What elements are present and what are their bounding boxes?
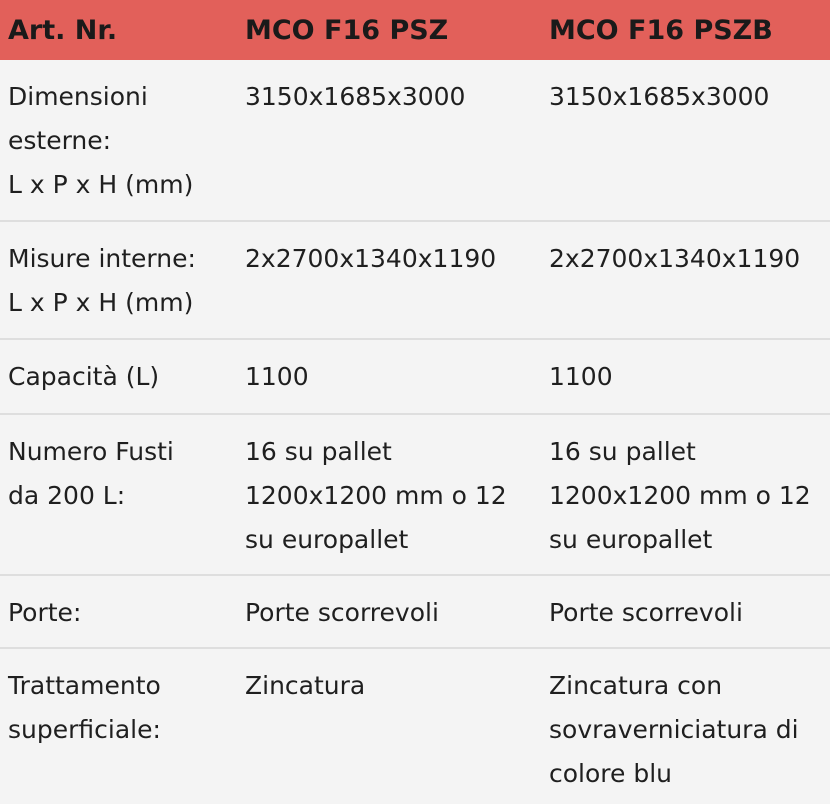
row-label: Capacità (L) bbox=[0, 339, 237, 414]
table-row bbox=[0, 414, 830, 575]
row-value-psz: 2x2700x1340x1190 bbox=[237, 221, 541, 339]
row-label: Porte: bbox=[0, 575, 237, 648]
row-value-pszb: 2x2700x1340x1190 bbox=[541, 221, 830, 339]
row-label: Misure interne: L x P x H (mm) bbox=[0, 221, 237, 339]
row-value-pszb: 1100 bbox=[541, 339, 830, 414]
row-value-pszb: Porte scorrevoli bbox=[541, 575, 830, 648]
row-label: Trattamento superficiale: bbox=[8, 671, 161, 744]
header-art-nr: Art. Nr. bbox=[0, 0, 237, 60]
row-label: Numero Fusti da 200 L: bbox=[0, 414, 237, 575]
row-value-psz: Zincatura bbox=[245, 671, 366, 700]
table-row bbox=[0, 221, 830, 339]
table-header bbox=[0, 0, 830, 60]
table-row bbox=[0, 339, 830, 414]
table-row bbox=[0, 648, 830, 804]
row-value-pszb: 16 su pallet 1200x1200 mm o 12 su europallet bbox=[541, 414, 830, 575]
table-body bbox=[0, 60, 830, 804]
row-value-psz: 3150x1685x3000 bbox=[237, 60, 541, 221]
header-model-pszb: MCO F16 PSZB bbox=[541, 0, 830, 60]
row-value-psz: Porte scorrevoli bbox=[237, 575, 541, 648]
row-value-pszb: 3150x1685x3000 bbox=[541, 60, 830, 221]
row-value-psz: 16 su pallet 1200x1200 mm o 12 su europallet bbox=[237, 414, 541, 575]
table-row bbox=[0, 575, 830, 648]
row-value-pszb: Zincatura con sovraverniciatura di colore blu bbox=[549, 671, 799, 788]
row-value-psz: 1100 bbox=[237, 339, 541, 414]
row-label: Dimensioni esterne: L x P x H (mm) bbox=[0, 60, 237, 221]
header-model-psz: MCO F16 PSZ bbox=[237, 0, 541, 60]
table-row bbox=[0, 60, 830, 221]
header-row bbox=[0, 0, 830, 60]
